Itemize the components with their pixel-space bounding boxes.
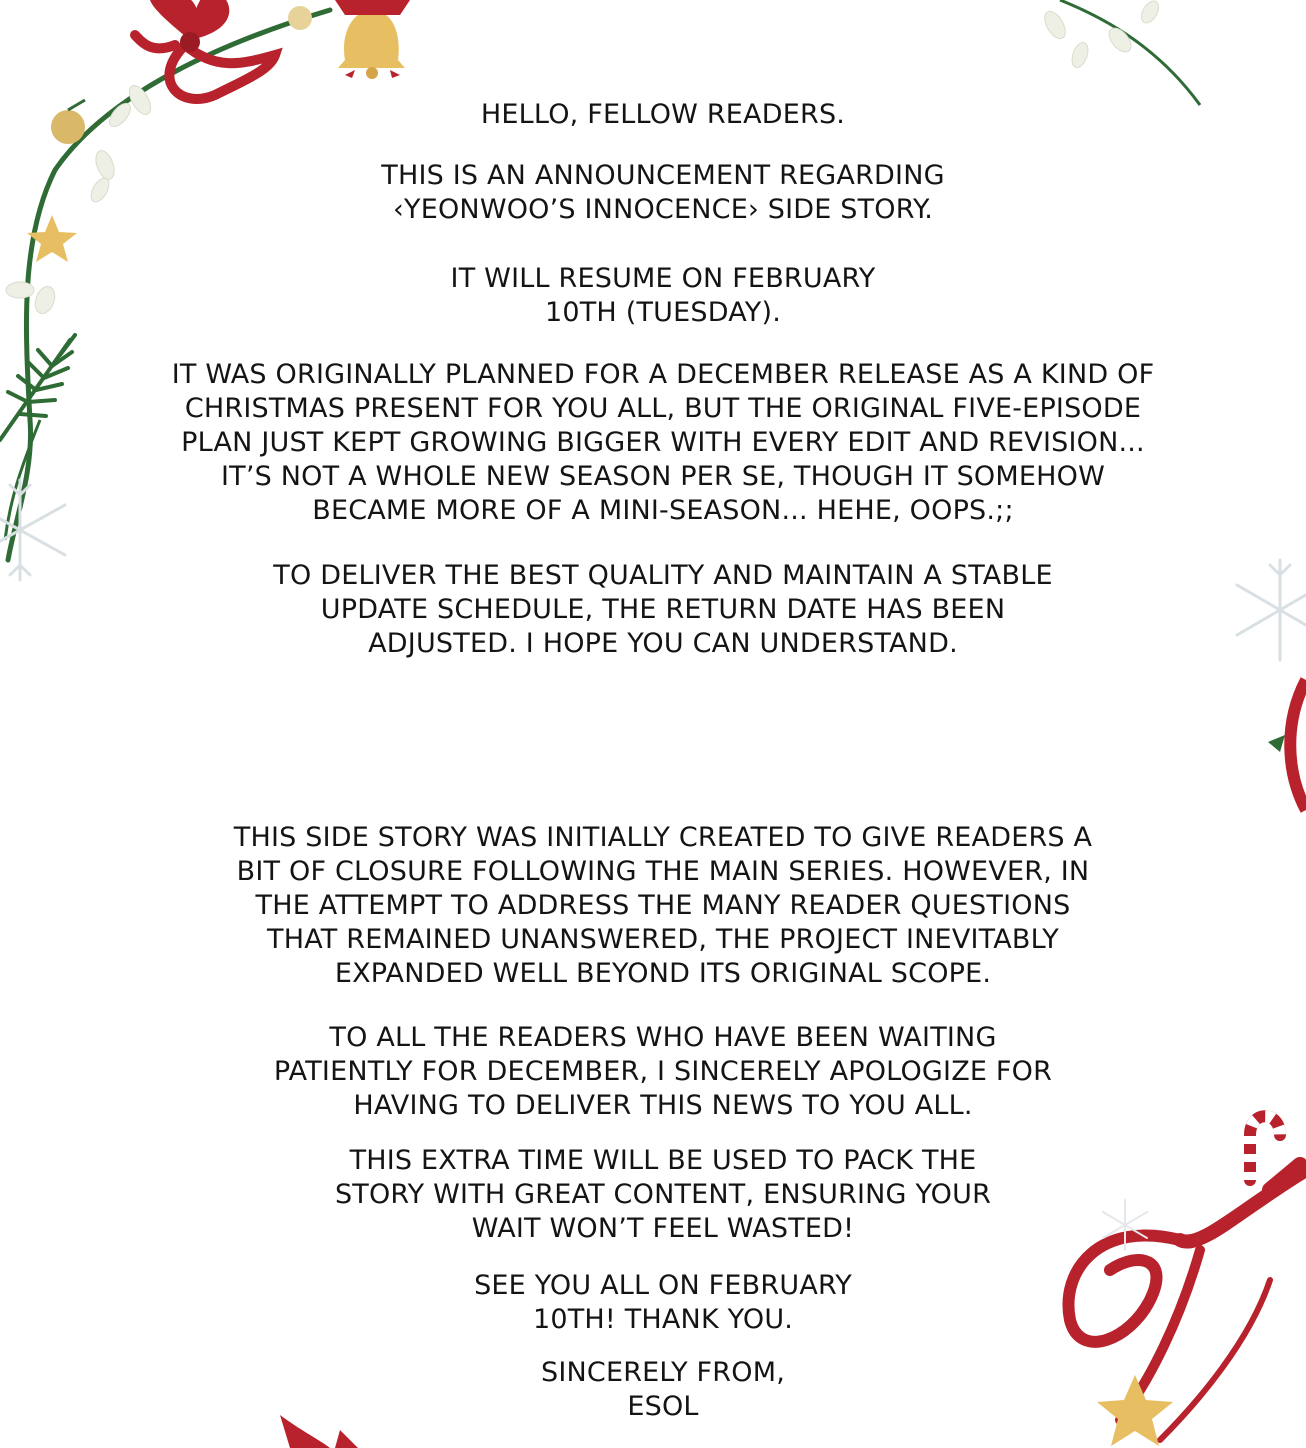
announcement-intro: THIS IS AN ANNOUNCEMENT REGARDING ‹YEONWOO’S INNOCENCE› SIDE STORY.: [381, 160, 945, 225]
signature: SINCERELY FROM, ESOL: [541, 1357, 785, 1422]
apology-paragraph: TO ALL THE READERS WHO HAVE BEEN WAITING PATIENTLY FOR DECEMBER, I SINCERELY APOLOGIZE FOR HAVING TO DELIVER THIS NEWS TO YOU ALL.: [273, 1022, 1053, 1121]
farewell-paragraph: SEE YOU ALL ON FEBRUARY 10TH! THANK YOU.: [474, 1270, 852, 1335]
gold-star-icon: [27, 215, 77, 262]
background-paragraph: THIS SIDE STORY WAS INITIALLY CREATED TO GIVE READERS A BIT OF CLOSURE FOLLOWING THE MAIN SERIES. HOWEVER, IN THE ATTEMPT TO ADDRESS THE MANY READER QUESTIONS THAT REMAINED UNANSWERED, THE PROJECT INEVITABLY EXPANDED WELL BEYOND ITS ORIGINAL SCOPE.: [233, 822, 1093, 989]
promise-paragraph: THIS EXTRA TIME WILL BE USED TO PACK THE STORY WITH GREAT CONTENT, ENSURING YOUR WAIT WON’T FEEL WASTED!: [334, 1145, 992, 1244]
explanation-paragraph: IT WAS ORIGINALLY PLANNED FOR A DECEMBER RELEASE AS A KIND OF CHRISTMAS PRESENT FOR YOU ALL, BUT THE ORIGINAL FIVE-EPISODE PLAN JUST KEPT GROWING BIGGER WITH EVERY EDIT AND REVISION... IT’S NOT A WHOLE NEW SEASON PER SE, THOUGH IT SOMEHOW BECAME MORE OF A MINI-SEASON... HEHE, OOPS.;;: [171, 359, 1155, 526]
white-leaves-icon: [6, 82, 155, 316]
candy-cane-icon: [1250, 1116, 1280, 1180]
gold-ornament-icon: [51, 100, 85, 144]
snowflake-icon: [0, 480, 65, 580]
ribbon-swirl-icon: [1268, 680, 1306, 810]
red-bow-icon: [135, 0, 275, 99]
garland-branch-icon: [1041, 0, 1200, 105]
greeting: HELLO, FELLOW READERS.: [480, 99, 846, 130]
quality-note-paragraph: TO DELIVER THE BEST QUALITY AND MAINTAIN A STABLE UPDATE SCHEDULE, THE RETURN DATE HAS BEEN ADJUSTED. I HOPE YOU CAN UNDERSTAND.: [273, 560, 1053, 659]
resume-date: IT WILL RESUME ON FEBRUARY 10TH (TUESDAY).: [450, 263, 876, 328]
snowflake-icon: [1237, 560, 1306, 660]
golden-bell-icon: [288, 0, 410, 79]
pine-sprig-icon: [0, 335, 75, 440]
